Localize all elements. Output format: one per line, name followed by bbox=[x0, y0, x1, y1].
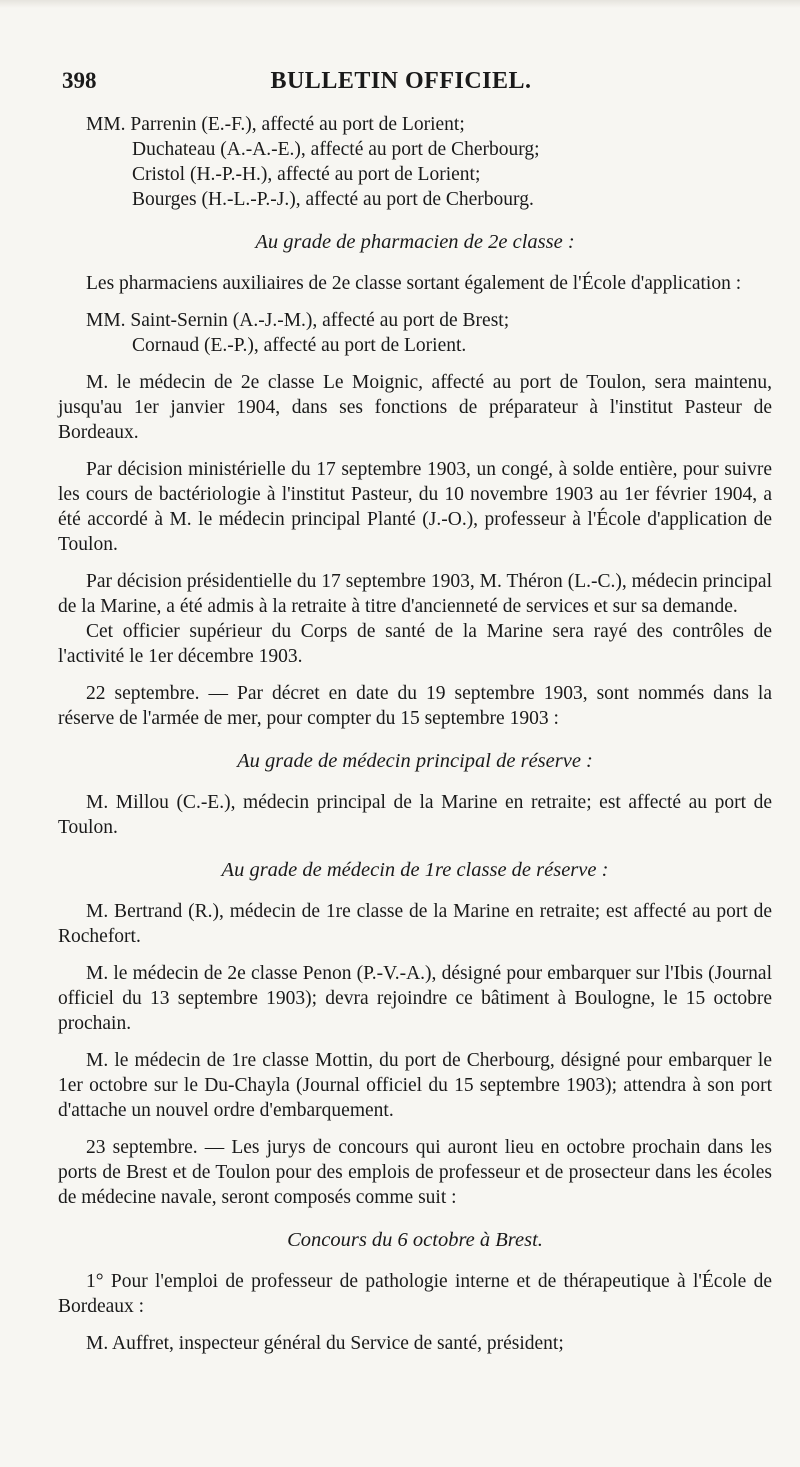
scan-edge bbox=[0, 0, 800, 8]
paragraph: M. le médecin de 1re classe Mottin, du port de Cherbourg, désigné pour embarquer le 1er octobre sur le Du-Chayla (Journal officiel du 15 septembre 1903); attendra à son port d'attache un nouvel ordre d'embarquement. bbox=[58, 1050, 772, 1121]
section-heading: Concours du 6 octobre à Brest. bbox=[287, 1229, 543, 1251]
list-line: MM. Saint-Sernin (A.-J.-M.), affecté au port de Brest; bbox=[86, 310, 510, 331]
paragraph: M. le médecin de 2e classe Le Moignic, affecté au port de Toulon, sera maintenu, jusqu'au 1er janvier 1904, dans ses fonctions de préparateur à l'institut Pasteur de Bordeaux. bbox=[58, 372, 772, 443]
paragraph: M. Millou (C.-E.), médecin principal de la Marine en retraite; est affecté au port de Toulon. bbox=[58, 792, 772, 838]
paragraph: 1° Pour l'emploi de professeur de pathologie interne et de thérapeutique à l'École de Bordeaux : bbox=[58, 1271, 772, 1317]
list-line: Bourges (H.-L.-P.-J.), affecté au port de Cherbourg. bbox=[132, 189, 534, 210]
list-line: Duchateau (A.-A.-E.), affecté au port de Cherbourg; bbox=[132, 139, 540, 160]
list-line: Cornaud (E.-P.), affecté au port de Lorient. bbox=[132, 335, 467, 356]
paragraph: Par décision ministérielle du 17 septembre 1903, un congé, à solde entière, pour suivre les cours de bactériologie à l'institut Pasteur, du 10 novembre 1903 au 1er février 1904, a été accordé à M. le médecin principal Planté (J.-O.), professeur à l'École d'application de Toulon. bbox=[58, 459, 772, 555]
list-line: MM. Parrenin (E.-F.), affecté au port de Lorient; bbox=[86, 114, 465, 135]
assignment-list-2 bbox=[58, 308, 772, 358]
paragraph: Les pharmaciens auxiliaires de 2e classe sortant également de l'École d'application : bbox=[86, 273, 742, 294]
running-title: BULLETIN OFFICIEL. bbox=[270, 68, 532, 94]
paragraph: M. le médecin de 2e classe Penon (P.-V.-A.), désigné pour embarquer sur l'Ibis (Journal officiel du 13 septembre 1903); devra rejoindre ce bâtiment à Boulogne, le 15 octobre prochain. bbox=[58, 963, 772, 1034]
document-body bbox=[58, 112, 772, 1356]
page-number: 398 bbox=[62, 68, 97, 93]
assignment-list-1 bbox=[58, 112, 772, 212]
paragraph: M. Bertrand (R.), médecin de 1re classe de la Marine en retraite; est affecté au port de Rochefort. bbox=[58, 901, 772, 947]
paragraph: 23 septembre. — Les jurys de concours qui auront lieu en octobre prochain dans les ports de Brest et de Toulon pour des emplois de professeur et de prosecteur dans les écoles de médecine navale, seront composés comme suit : bbox=[58, 1137, 772, 1208]
section-heading: Au grade de médecin de 1re classe de réserve : bbox=[221, 859, 609, 881]
paragraph: 22 septembre. — Par décret en date du 19 septembre 1903, sont nommés dans la réserve de l'armée de mer, pour compter du 15 septembre 1903 : bbox=[58, 683, 772, 729]
section-heading: Au grade de pharmacien de 2e classe : bbox=[255, 231, 575, 253]
paragraph: Par décision présidentielle du 17 septembre 1903, M. Théron (L.-C.), médecin principal de la Marine, a été admis à la retraite à titre d'ancienneté de services et sur sa demande. bbox=[58, 571, 772, 617]
paragraph: M. Auffret, inspecteur général du Service de santé, président; bbox=[86, 1333, 564, 1354]
page-header bbox=[62, 68, 740, 102]
section-heading: Au grade de médecin principal de réserve : bbox=[237, 750, 593, 772]
list-line: Cristol (H.-P.-H.), affecté au port de Lorient; bbox=[132, 164, 481, 185]
paragraph: Cet officier supérieur du Corps de santé de la Marine sera rayé des contrôles de l'activité le 1er décembre 1903. bbox=[58, 621, 772, 667]
